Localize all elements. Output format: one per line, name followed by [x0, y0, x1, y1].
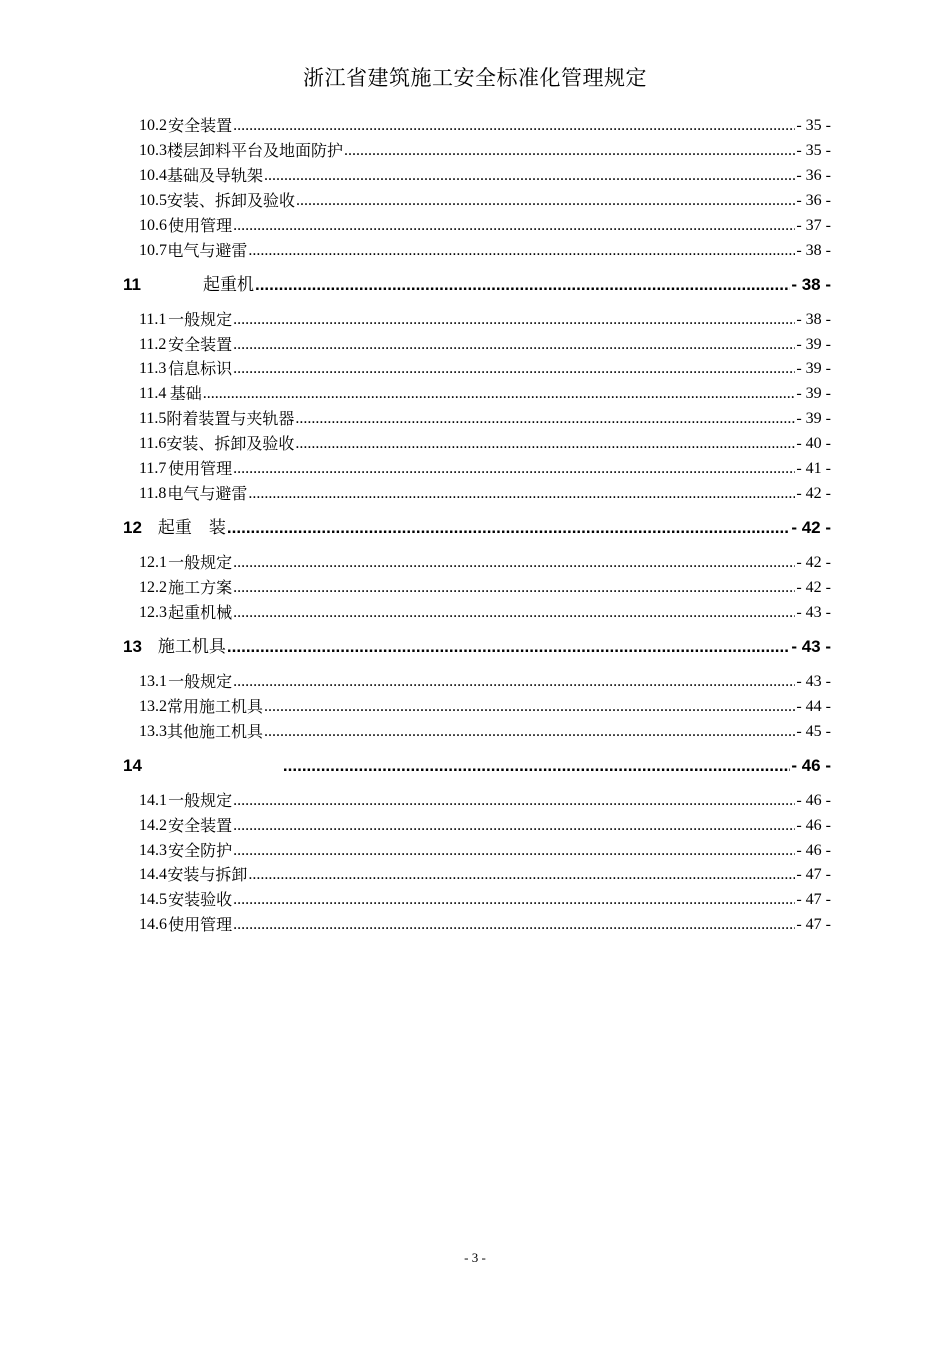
toc-entry-page: - 35 -: [796, 142, 831, 159]
toc-dot-leader: [264, 721, 795, 743]
toc-entry-number: 10.2: [139, 117, 167, 134]
toc-section-entry[interactable]: [139, 383, 831, 405]
toc-dot-leader: [233, 358, 795, 380]
toc-section-entry[interactable]: [139, 215, 831, 237]
toc-entry-page: - 38 -: [796, 242, 831, 259]
toc-entry-page: - 35 -: [796, 117, 831, 134]
toc-section-entry[interactable]: [139, 721, 831, 743]
toc-dot-leader: [203, 383, 796, 405]
toc-entry-number: 11: [123, 275, 141, 294]
toc-entry-title: 一般规定: [168, 672, 233, 691]
toc-entry-page: - 43 -: [791, 637, 831, 656]
toc-entry-title: 起重机: [202, 275, 254, 295]
toc-section-entry[interactable]: [139, 433, 831, 455]
toc-entry-page: - 43 -: [796, 604, 831, 621]
toc-entry-page: - 46 -: [796, 817, 831, 834]
toc-entry-title: 安装、拆卸及验收: [167, 191, 296, 210]
toc-entry-number: 13: [123, 637, 142, 656]
toc-dot-leader: [233, 602, 795, 624]
toc-section-entry[interactable]: [139, 864, 831, 886]
toc-entry-page: - 38 -: [796, 311, 831, 328]
toc-entry-title: 基础: [169, 384, 202, 403]
toc-section-entry[interactable]: [139, 671, 831, 693]
toc-entry-title: 安全装置: [168, 816, 233, 835]
toc-section-entry[interactable]: [139, 840, 831, 862]
toc-entry-title: 一般规定: [168, 791, 233, 810]
toc-dot-leader: [255, 274, 790, 296]
toc-dot-leader: [233, 115, 795, 137]
toc-entry-page: - 37 -: [796, 217, 831, 234]
toc-entry-title: 其他施工机具: [167, 722, 264, 741]
toc-dot-leader: [283, 755, 790, 777]
toc-dot-leader: [233, 309, 795, 331]
toc-dot-leader: [233, 671, 795, 693]
toc-dot-leader: [233, 458, 795, 480]
toc-entry-number: 11.6: [139, 435, 167, 452]
toc-entry-title: 安全装置: [168, 335, 233, 354]
toc-entry-title: 楼层卸料平台及地面防护: [167, 141, 344, 160]
toc-entry-number: 11.5: [139, 410, 167, 427]
toc-entry-number: 10.6: [139, 217, 167, 234]
toc-entry-title: 施工方案: [168, 578, 233, 597]
toc-entry-page: - 47 -: [796, 916, 831, 933]
document-header-title: 浙江省建筑施工安全标准化管理规定: [303, 66, 647, 90]
toc-entry-number: 10.4: [139, 167, 167, 184]
toc-entry-page: - 44 -: [796, 698, 831, 715]
toc-entry-number: 13.3: [139, 723, 167, 740]
toc-section-entry[interactable]: [139, 815, 831, 837]
toc-dot-leader: [233, 889, 795, 911]
toc-section-entry[interactable]: [139, 889, 831, 911]
toc-entry-page: - 46 -: [796, 842, 831, 859]
toc-entry-page: - 36 -: [796, 167, 831, 184]
toc-entry-title: 使用管理: [168, 915, 233, 934]
toc-entry-page: - 43 -: [796, 673, 831, 690]
toc-entry-title: 信息标识: [168, 359, 233, 378]
toc-section-entry[interactable]: [139, 577, 831, 599]
toc-section-entry[interactable]: [139, 115, 831, 137]
toc-section-entry[interactable]: [139, 552, 831, 574]
toc-dot-leader: [248, 483, 795, 505]
toc-entry-number: 14.5: [139, 891, 167, 908]
toc-entry-page: - 36 -: [796, 192, 831, 209]
toc-dot-leader: [233, 790, 795, 812]
toc-entry-title: 一般规定: [168, 310, 233, 329]
toc-entry-title: 基础及导轨架: [167, 166, 264, 185]
toc-entry-number: 12.3: [139, 604, 167, 621]
toc-section-entry[interactable]: [139, 483, 831, 505]
toc-section-entry[interactable]: [139, 190, 831, 212]
toc-section-entry[interactable]: [139, 240, 831, 262]
toc-entry-page: - 42 -: [796, 485, 831, 502]
toc-section-entry[interactable]: [139, 165, 831, 187]
toc-dot-leader: [233, 840, 795, 862]
toc-entry-page: - 41 -: [796, 460, 831, 477]
toc-entry-page: - 47 -: [796, 891, 831, 908]
toc-dot-leader: [295, 408, 795, 430]
toc-entry-page: - 39 -: [796, 360, 831, 377]
toc-section-entry[interactable]: [139, 696, 831, 718]
toc-section-entry[interactable]: [139, 140, 831, 162]
toc-chapter-entry[interactable]: [123, 274, 831, 296]
toc-entry-number: 13.1: [139, 673, 167, 690]
toc-dot-leader: [227, 517, 790, 539]
toc-dot-leader: [296, 190, 795, 212]
toc-dot-leader: [248, 240, 795, 262]
toc-section-entry[interactable]: [139, 334, 831, 356]
toc-entry-page: - 42 -: [796, 554, 831, 571]
toc-entry-number: 12.2: [139, 579, 167, 596]
toc-entry-title: 附着装置与夹轨器: [166, 409, 295, 428]
toc-dot-leader: [227, 636, 790, 658]
toc-section-entry[interactable]: [139, 602, 831, 624]
toc-entry-page: - 42 -: [796, 579, 831, 596]
toc-dot-leader: [233, 914, 795, 936]
toc-entry-title: 一般规定: [168, 553, 233, 572]
toc-entry-page: - 46 -: [796, 792, 831, 809]
toc-entry-number: 14.6: [139, 916, 167, 933]
toc-dot-leader: [233, 552, 795, 574]
toc-entry-number: 12.1: [139, 554, 167, 571]
toc-dot-leader: [233, 215, 795, 237]
toc-chapter-entry[interactable]: [123, 755, 831, 777]
toc-entry-number: 11.8: [139, 485, 167, 502]
toc-entry-title: 起重 装: [157, 518, 226, 538]
toc-entry-title: 电气与避雷: [167, 241, 248, 260]
toc-chapter-entry[interactable]: [123, 636, 831, 658]
toc-dot-leader: [264, 696, 795, 718]
toc-entry-number: 10.5: [139, 192, 167, 209]
toc-entry-title: 安装、拆卸及验收: [166, 434, 295, 453]
toc-dot-leader: [233, 577, 795, 599]
toc-entry-title: 常用施工机具: [167, 697, 264, 716]
toc-entry-number: 14.3: [139, 842, 167, 859]
toc-entry-title: 使用管理: [168, 216, 233, 235]
toc-entry-title: 起重机械: [168, 603, 233, 622]
toc-entry-title: 安装与拆卸: [167, 865, 248, 884]
toc-entry-number: 11.4: [139, 385, 167, 402]
toc-entry-number: 11.3: [139, 360, 167, 377]
toc-chapter-entry[interactable]: [123, 517, 831, 539]
toc-entry-page: - 39 -: [796, 385, 831, 402]
toc-entry-page: - 46 -: [791, 756, 831, 775]
toc-section-entry[interactable]: [139, 914, 831, 936]
toc-entry-page: - 42 -: [791, 518, 831, 537]
page-number: - 3 -: [464, 1250, 486, 1265]
toc-entry-number: 11.2: [139, 336, 167, 353]
toc-entry-number: 10.3: [139, 142, 167, 159]
toc-entry-page: - 38 -: [791, 275, 831, 294]
toc-dot-leader: [344, 140, 795, 162]
toc-entry-number: 11.1: [139, 311, 167, 328]
toc-section-entry[interactable]: [139, 309, 831, 331]
toc-entry-number: 14: [123, 756, 142, 775]
toc-dot-leader: [264, 165, 795, 187]
toc-dot-leader: [248, 864, 795, 886]
toc-dot-leader: [233, 334, 795, 356]
toc-entry-title: 使用管理: [168, 459, 233, 478]
toc-entry-number: 10.7: [139, 242, 167, 259]
toc-entry-page: - 45 -: [796, 723, 831, 740]
toc-entry-number: 12: [123, 518, 142, 537]
toc-section-entry[interactable]: [139, 408, 831, 430]
toc-entry-page: - 39 -: [796, 336, 831, 353]
toc-entry-title: 安全防护: [168, 841, 233, 860]
toc-entry-title: 施工机具: [157, 637, 226, 657]
toc-entry-number: 14.4: [139, 866, 167, 883]
toc-entry-page: - 39 -: [796, 410, 831, 427]
toc-entry-number: 13.2: [139, 698, 167, 715]
toc-section-entry[interactable]: [139, 790, 831, 812]
toc-entry-title: 安装验收: [168, 890, 233, 909]
toc-section-entry[interactable]: [139, 458, 831, 480]
toc-section-entry[interactable]: [139, 358, 831, 380]
toc-entry-number: 14.2: [139, 817, 167, 834]
toc-entry-page: - 47 -: [796, 866, 831, 883]
toc-dot-leader: [233, 815, 795, 837]
toc-entry-number: 11.7: [139, 460, 167, 477]
toc-entry-page: - 40 -: [796, 435, 831, 452]
toc-entry-title: 电气与避雷: [167, 484, 248, 503]
toc-dot-leader: [295, 433, 795, 455]
toc-entry-title: 安全装置: [168, 116, 233, 135]
toc-entry-number: 14.1: [139, 792, 167, 809]
